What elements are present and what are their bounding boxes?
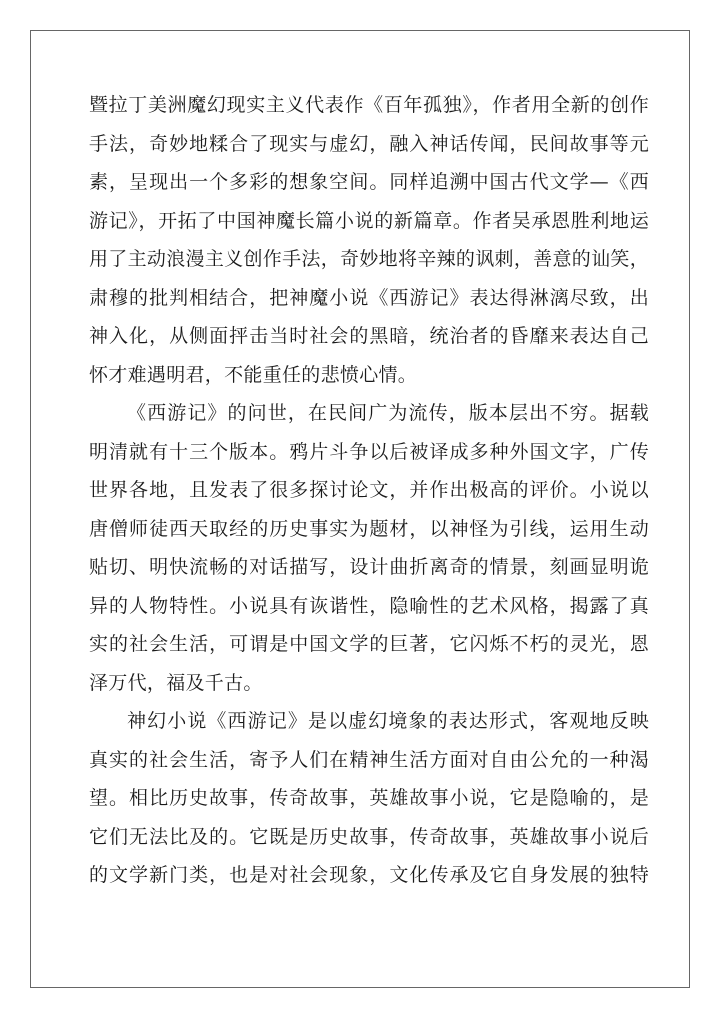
text-line: 异的人物特性。小说具有诙谐性，隐喻性的艺术风格，揭露了真	[89, 594, 649, 617]
text-line: 的文学新门类，也是对社会现象，文化传承及它自身发展的独特	[89, 864, 649, 886]
text-line: 望。相比历史故事，传奇故事，英雄故事小说，它是隐喻的，是	[89, 787, 649, 809]
text-line: 真实的社会生活，寄予人们在精神生活方面对自由公允的一种渴	[89, 748, 649, 771]
text-line: 它们无法比及的。它既是历史故事，传奇故事，英雄故事小说后	[89, 825, 649, 848]
text-line: 神入化，从侧面抨击当时社会的黑暗，统治者的昏靡来表达自己	[89, 325, 649, 347]
paragraph-3	[89, 702, 649, 895]
text-line: 素，呈现出一个多彩的想象空间。同样追溯中国古代文学—《西	[89, 171, 649, 193]
text-line: 泽万代，福及千古。	[89, 671, 263, 694]
text-line: 明清就有十三个版本。鸦片斗争以后被译成多种外国文字，广传	[89, 440, 649, 463]
document-body	[89, 86, 649, 895]
text-line: 世界各地，且发表了很多探讨论文，并作出极高的评价。小说以	[89, 479, 649, 501]
text-line: 神幻小说《西游记》是以虚幻境象的表达形式，客观地反映	[127, 710, 649, 732]
paragraph-2	[89, 394, 649, 702]
text-line: 怀才难遇明君，不能重任的悲愤心情。	[89, 363, 418, 386]
text-line: 《西游记》的问世，在民间广为流传，版本层出不穷。据载	[127, 402, 649, 424]
text-line: 实的社会生活，可谓是中国文学的巨著，它闪烁不朽的灵光，恩	[89, 633, 649, 655]
text-line: 用了主动浪漫主义创作手法，奇妙地将辛辣的讽刺，善意的讪笑，	[89, 248, 649, 270]
text-line: 唐僧师徒西天取经的历史事实为题材，以神怪为引线，运用生动	[89, 517, 649, 540]
text-line: 游记》，开拓了中国神魔长篇小说的新篇章。作者吴承恩胜利地运	[89, 209, 649, 232]
text-line: 贴切、明快流畅的对话描写，设计曲折离奇的情景，刻画显明诡	[89, 556, 649, 578]
text-line: 手法，奇妙地糅合了现实与虚幻，融入神话传闻，民间故事等元	[89, 132, 649, 155]
text-line: 暨拉丁美洲魔幻现实主义代表作《百年孤独》，作者用全新的创作	[89, 94, 649, 116]
text-line: 肃穆的批判相结合，把神魔小说《西游记》表达得淋漓尽致，出	[89, 286, 649, 309]
paragraph-1	[89, 86, 649, 394]
